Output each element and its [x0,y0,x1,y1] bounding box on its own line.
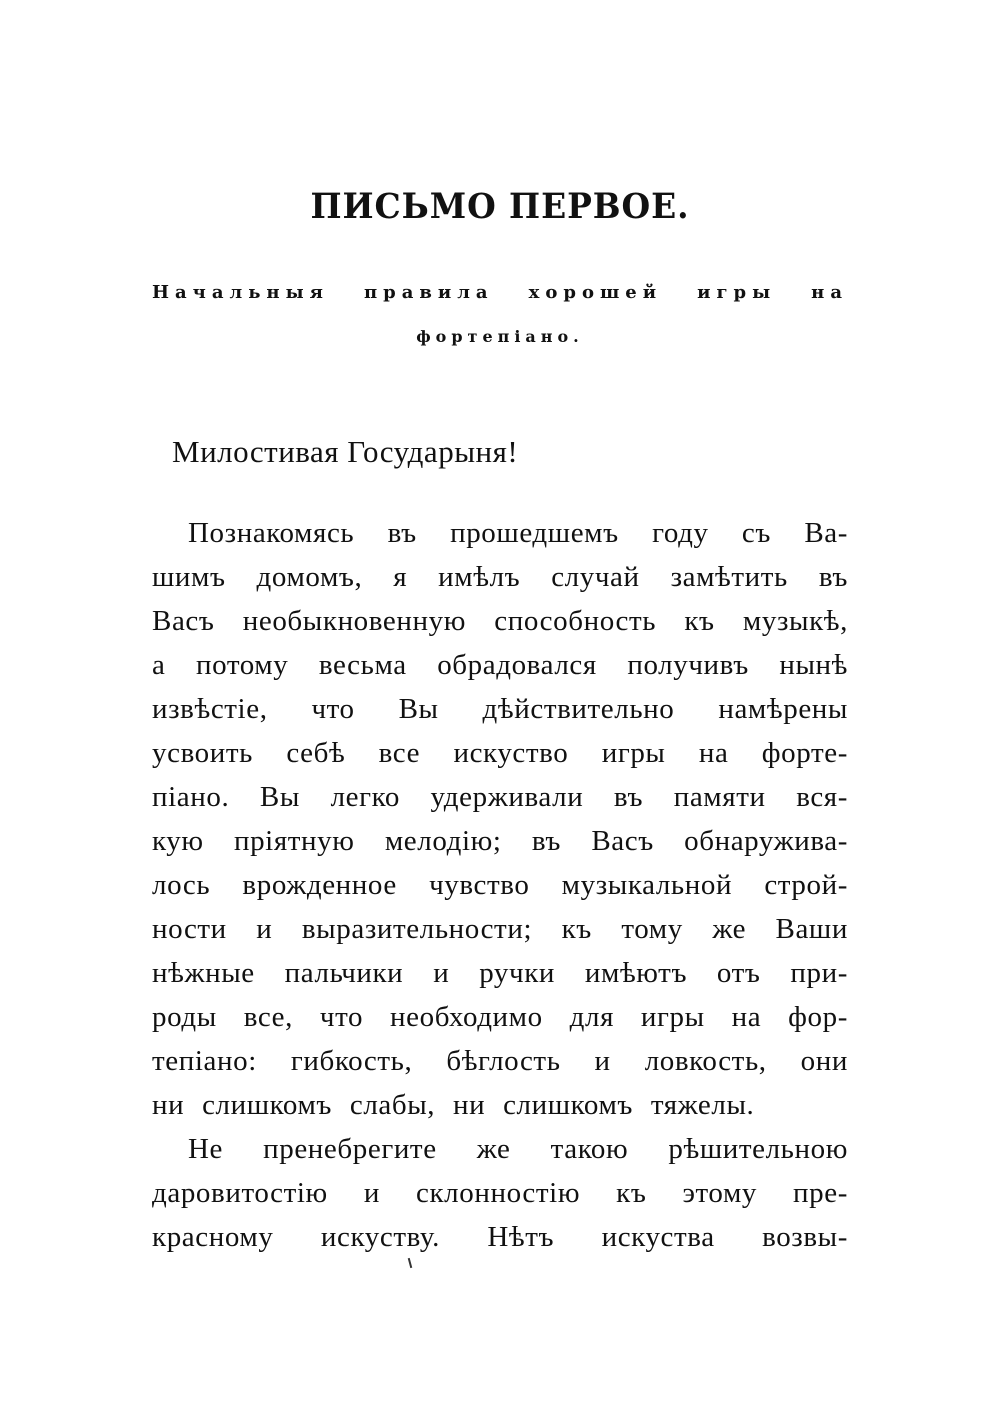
body-line-15: Не пренебрегите же такою рѣшительною [188,1133,848,1165]
body-line-9: лось врожденное чувство музыкальной строй- [152,869,848,901]
body-line-5: извѣстiе, что Вы дѣйствительно намѣрены [152,693,848,725]
body-line-8: кую прiятную мелодiю; въ Васъ обнаружива- [152,825,848,857]
body-line-10: ности и выразительности; къ тому же Ваши [152,913,848,945]
body-line-12: роды все, что необходимо для игры на фор- [152,1001,848,1033]
letter-title: ПИСЬМО ПЕРВОЕ. [310,186,690,227]
salutation: Милостивая Государыня! [172,434,519,469]
body-line-14: ни слишкомъ слабы, ни слишкомъ тяжелы. [152,1089,755,1121]
body-line-7: пiано. Вы легко удерживали въ памяти вся- [152,781,848,813]
body-line-11: нѣжные пальчики и ручки имѣютъ отъ при- [152,957,848,989]
body-line-4: а потому весьма обрадовался получивъ нынѣ [152,649,848,681]
body-line-17: красному искуству. Нѣтъ искуства возвы- [152,1221,848,1253]
body-line-6: усвоить себѣ все искуство игры на форте- [152,737,848,769]
body-line-1: Познакомясь въ прошедшемъ году съ Ва- [188,517,848,549]
body-line-13: тепiано: гибкость, бѣглость и ловкость, они [152,1045,848,1077]
subtitle-line-2: фортепiано. [416,327,584,346]
body-line-2: шимъ домомъ, я имѣлъ случай замѣтить въ [152,561,848,593]
body-line-16: даровитостiю и склонностiю къ этому пре- [152,1177,848,1209]
body-line-3: Васъ необыкновенную способность къ музыкѣ, [152,605,848,637]
ink-speck [408,1258,413,1268]
subtitle-line-1: Начальныя правила хорошей игры на [152,282,848,303]
